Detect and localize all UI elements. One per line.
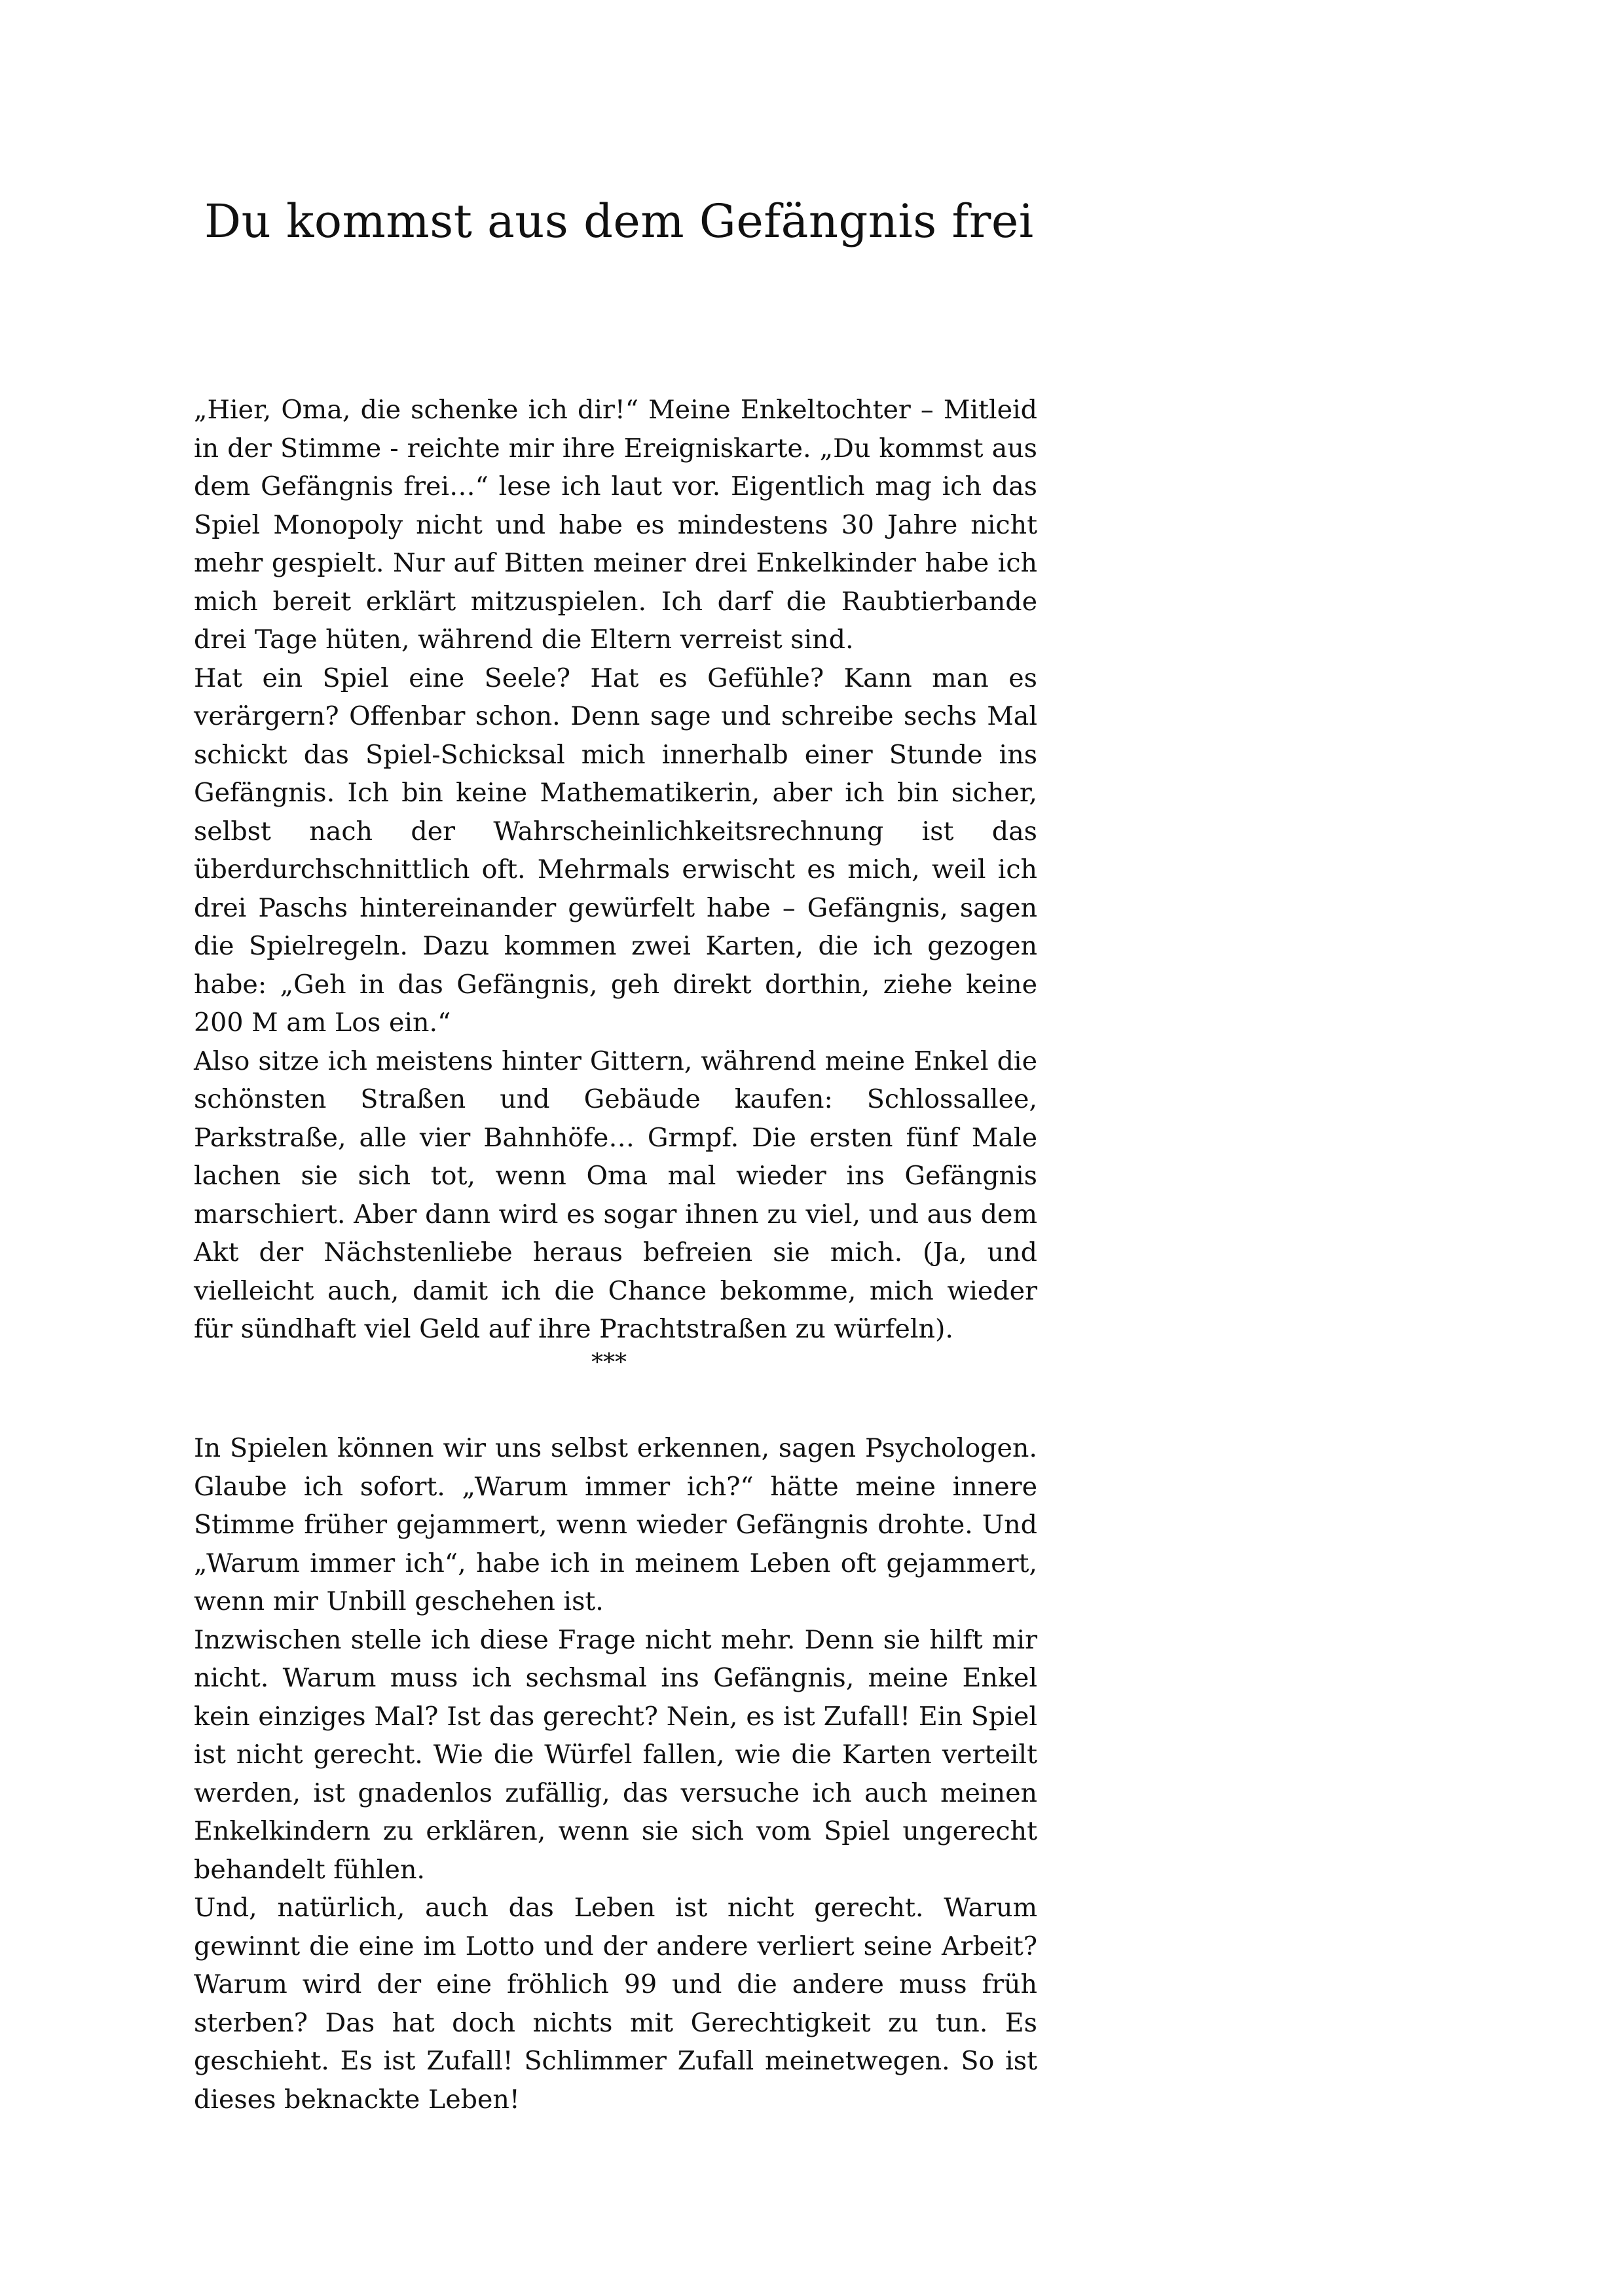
- paragraph: Inzwischen stelle ich diese Frage nicht mehr. Denn sie hilft mir nicht. Warum muss ich sechsmal ins Gefängnis, meine Enkel kein einziges Mal? Ist das gerecht? Nein, es ist Zufall! Ein Spiel ist nicht gerecht. Wie die Würfel fallen, wie die Karten verteilt werden, ist gnadenlos zufällig, das versuche ich auch meinen Enkelkindern zu erklären, wenn sie sich vom Spiel ungerecht behandelt fühlen.: [194, 1624, 1037, 1885]
- section-separator: [0, 1350, 1624, 1376]
- story-section-two: [194, 1429, 1037, 2119]
- paragraph: In Spielen können wir uns selbst erkennen, sagen Psychologen. Glaube ich sofort. „Warum immer ich?“ hätte meine innere Stimme früher gejammert, wenn wieder Gefängnis drohte. Und „Warum immer ich“, habe ich in meinem Leben oft gejammert, wenn mir Unbill geschehen ist.: [194, 1433, 1037, 1616]
- story-section-one: [194, 391, 1037, 1349]
- page-title: Du kommst aus dem Gefängnis frei: [204, 194, 1034, 248]
- paragraph: „Hier, Oma, die schenke ich dir!“ Meine Enkeltochter – Mitleid in der Stimme - reichte mir ihre Ereigniskarte. „Du kommst aus dem Gefängnis frei…“ lese ich laut vor. Eigentlich mag ich das Spiel Monopoly nicht und habe es mindestens 30 Jahre nicht mehr gespielt. Nur auf Bitten meiner drei Enkelkinder habe ich mich bereit erklärt mitzuspielen. Ich darf die Raubtierbande drei Tage hüten, während die Eltern verreist sind.: [194, 395, 1037, 655]
- paragraph: Hat ein Spiel eine Seele? Hat es Gefühle? Kann man es verärgern? Offenbar schon. Denn sage und schreibe sechs Mal schickt das Spiel-Schicksal mich innerhalb einer Stunde ins Gefängnis. Ich bin keine Mathematikerin, aber ich bin sicher, selbst nach der Wahrscheinlichkeitsrechnung ist das überdurchschnittlich oft. Mehrmals erwischt es mich, weil ich drei Paschs hintereinander gewürfelt habe – Gefängnis, sagen die Spielregeln. Dazu kommen zwei Karten, die ich gezogen habe: „Geh in das Gefängnis, geh direkt dorthin, ziehe keine 200 M am Los ein.“: [194, 663, 1037, 1038]
- paragraph: Und, natürlich, auch das Leben ist nicht gerecht. Warum gewinnt die eine im Lotto und der andere verliert seine Arbeit? Warum wird der eine fröhlich 99 und die andere muss früh sterben? Das hat doch nichts mit Gerechtigkeit zu tun. Es geschieht. Es ist Zufall! Schlimmer Zufall meinetwegen. So ist dieses beknackte Leben!: [194, 1893, 1037, 2115]
- separator-stars: ***: [591, 1349, 627, 1376]
- paragraph: Also sitze ich meistens hinter Gittern, während meine Enkel die schönsten Straßen und Gebäude kaufen: Schlossallee, Parkstraße, alle vier Bahnhöfe… Grmpf. Die ersten fünf Male lachen sie sich tot, wenn Oma mal wieder ins Gefängnis marschiert. Aber dann wird es sogar ihnen zu viel, und aus dem Akt der Nächstenliebe heraus befreien sie mich. (Ja, und vielleicht auch, damit ich die Chance bekomme, mich wieder für sündhaft viel Geld auf ihre Prachtstraßen zu würfeln).: [194, 1046, 1037, 1344]
